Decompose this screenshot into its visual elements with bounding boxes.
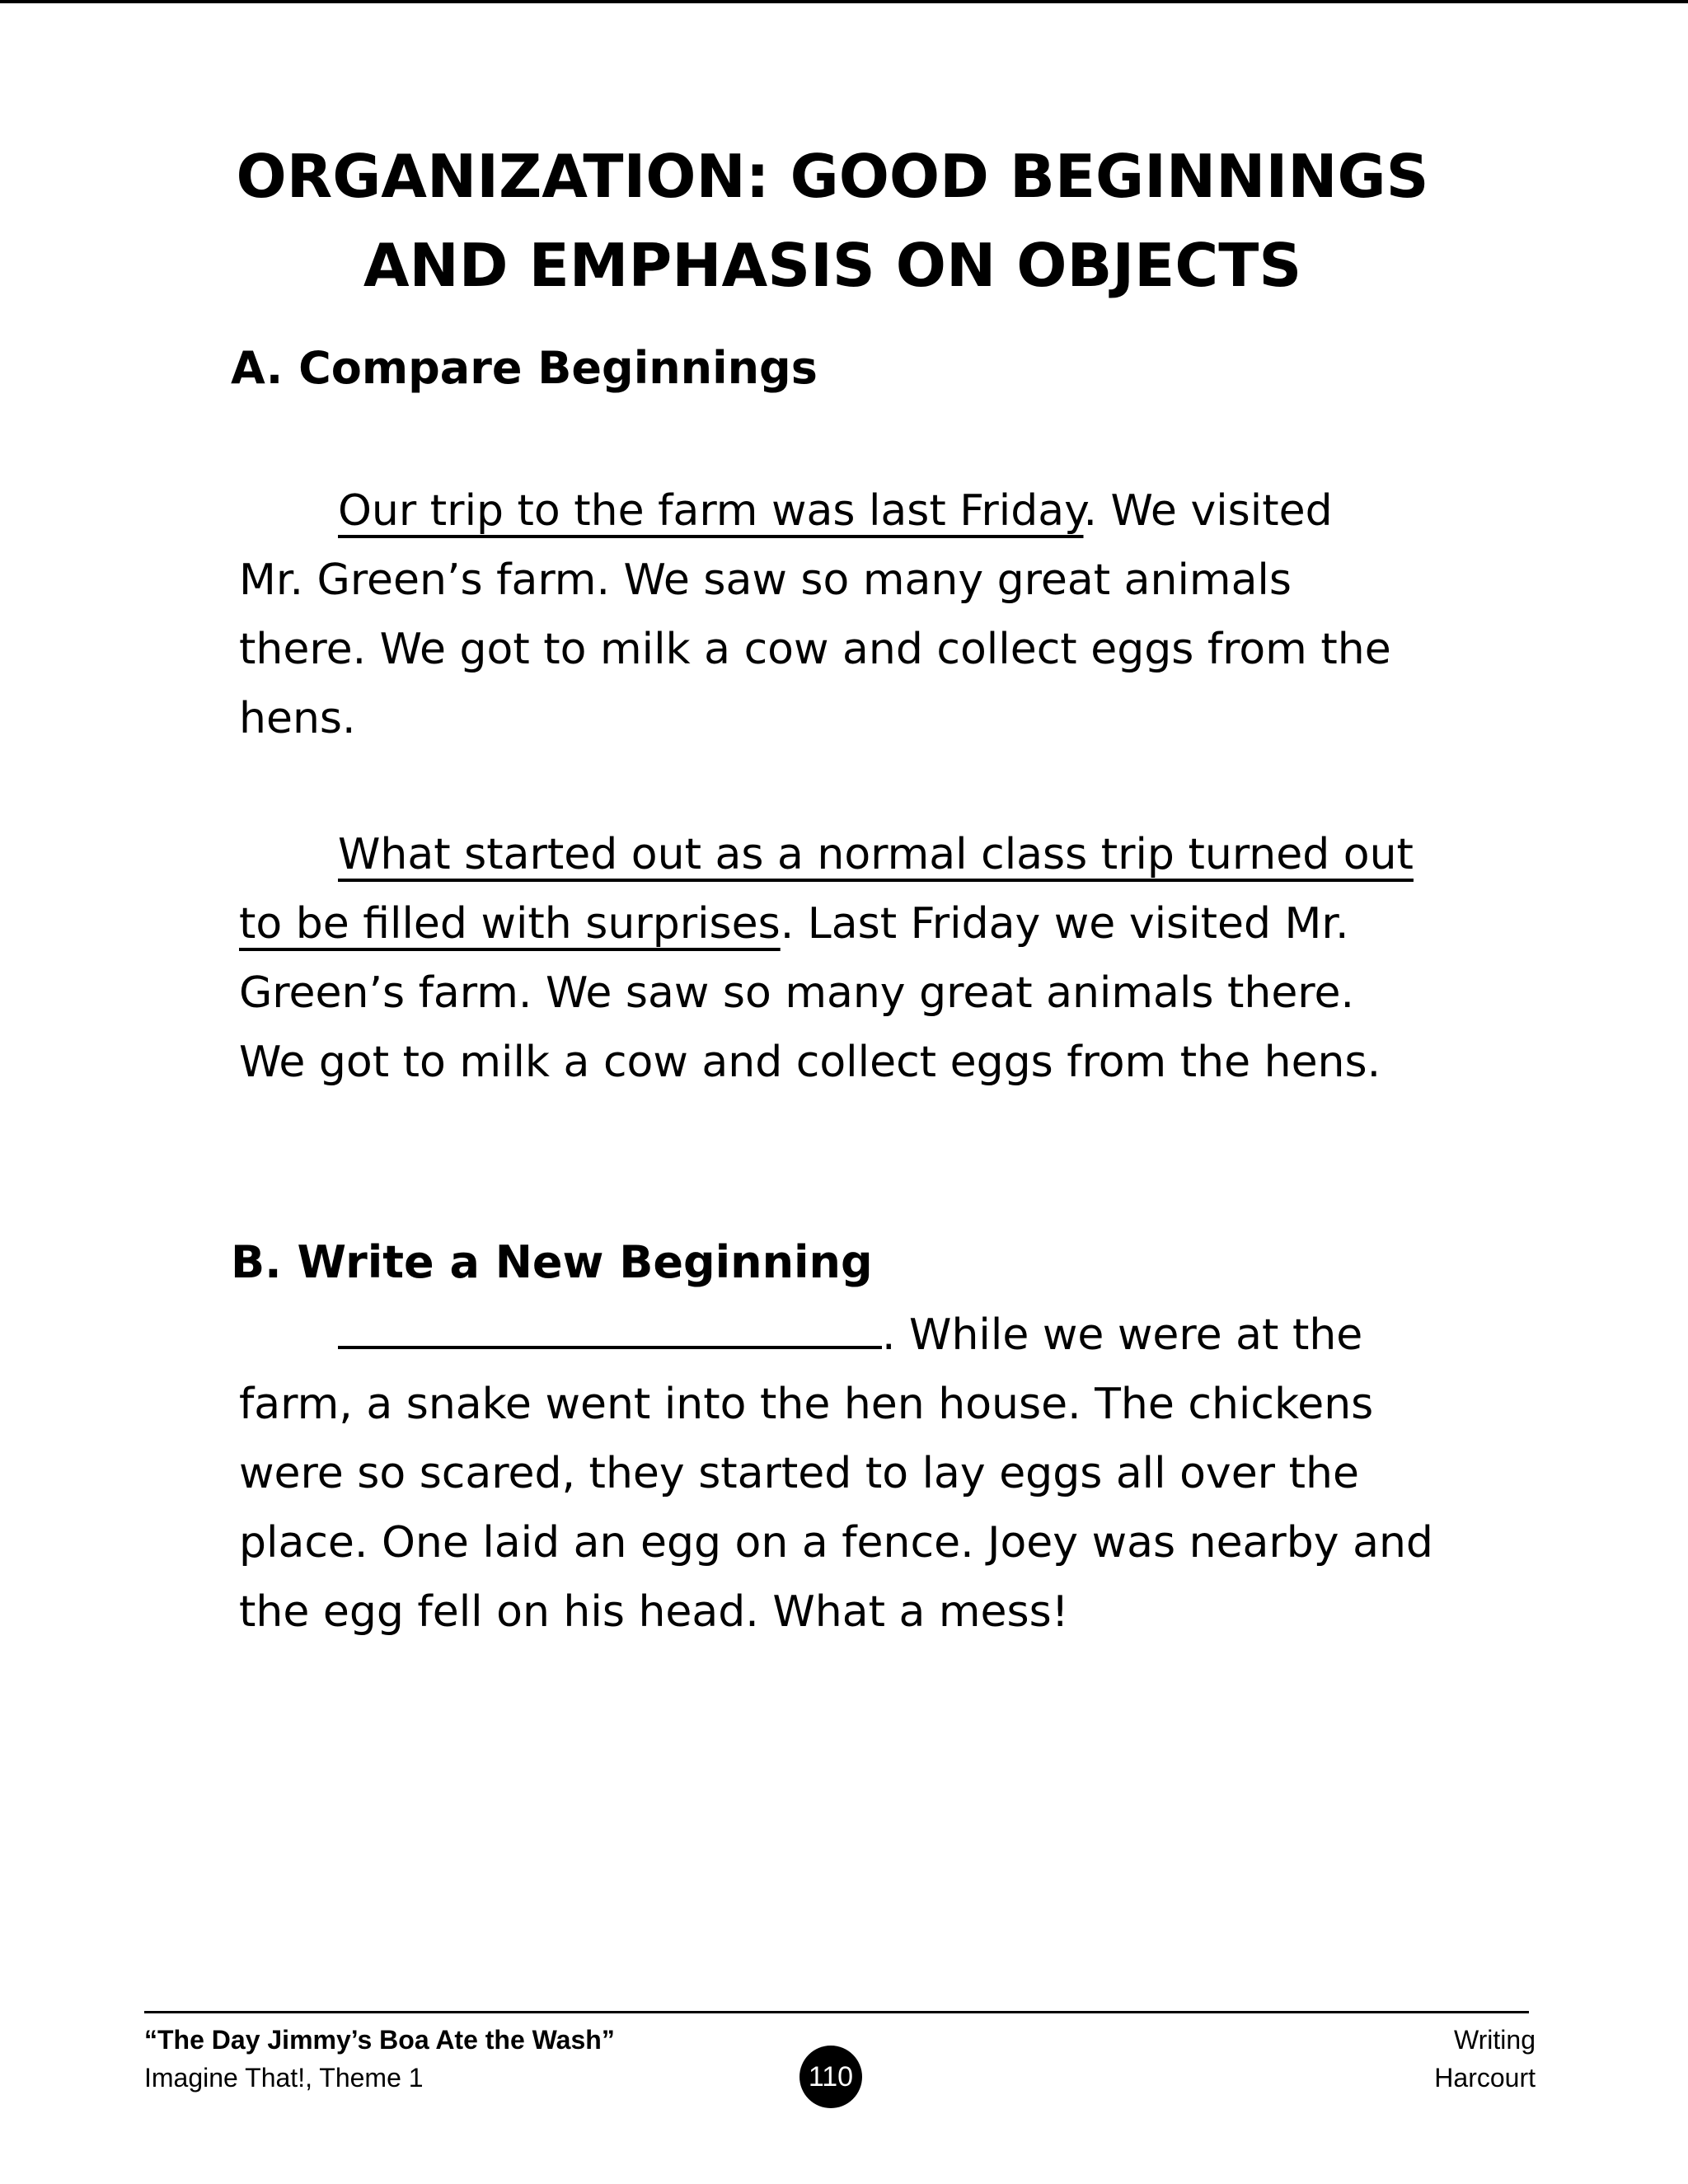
footer-subject: Writing xyxy=(1454,2025,1536,2055)
example-1-line-1-rest: . We visited xyxy=(1083,486,1333,536)
page-title-line-1: ORGANIZATION: GOOD BEGINNINGS xyxy=(236,142,1429,211)
section-a-heading: A. Compare Beginnings xyxy=(231,342,818,394)
page-title xyxy=(124,132,1541,310)
example-2-line-2-rest: . Last Friday we visited Mr. xyxy=(780,899,1349,949)
write-line-4: place. One laid an egg on a fence. Joey was nearby and xyxy=(239,1518,1433,1568)
page-title-line-2: AND EMPHASIS ON OBJECTS xyxy=(363,231,1302,300)
footer-book-theme: Imagine That!, Theme 1 xyxy=(144,2063,424,2093)
example-1-line-4: hens. xyxy=(239,694,356,743)
beginning-example-2 xyxy=(239,820,1451,1097)
example-1-line-3: there. We got to milk a cow and collect eggs from the xyxy=(239,625,1391,674)
footer-story-title: “The Day Jimmy’s Boa Ate the Wash” xyxy=(144,2025,615,2055)
beginning-example-1 xyxy=(239,476,1451,753)
example-2-underlined-line-2: to be filled with surprises xyxy=(239,899,781,949)
answer-blank-line[interactable] xyxy=(338,1303,882,1349)
footer-right xyxy=(1434,2021,1536,2097)
example-2-underlined-line-1: What started out as a normal class trip turned out xyxy=(338,830,1414,879)
example-1-line-1 xyxy=(239,476,1451,546)
footer-publisher: Harcourt xyxy=(1434,2063,1536,2093)
write-line-3: were so scared, they started to lay eggs all over the xyxy=(239,1449,1359,1498)
write-line-2: farm, a snake went into the hen house. The chickens xyxy=(239,1380,1374,1429)
top-border-rule xyxy=(0,0,1688,3)
section-b-heading: B. Write a New Beginning xyxy=(231,1236,873,1288)
example-1-underlined-beginning: Our trip to the farm was last Friday xyxy=(338,486,1084,536)
write-line-5: the egg fell on his head. What a mess! xyxy=(239,1587,1069,1637)
footer-rule xyxy=(144,2011,1529,2013)
example-2-line-4: We got to milk a cow and collect eggs from the hens. xyxy=(239,1038,1381,1087)
example-1-line-2: Mr. Green’s farm. We saw so many great animals xyxy=(239,555,1292,605)
page-number-badge: 110 xyxy=(799,2046,862,2108)
write-line-1 xyxy=(239,1301,1451,1370)
example-2-line-2 xyxy=(239,889,1451,958)
footer-left xyxy=(144,2021,615,2097)
example-2-line-3: Green’s farm. We saw so many great animals there. xyxy=(239,968,1355,1018)
write-line-1-rest: . While we were at the xyxy=(882,1310,1363,1360)
write-new-beginning-paragraph xyxy=(239,1301,1451,1647)
